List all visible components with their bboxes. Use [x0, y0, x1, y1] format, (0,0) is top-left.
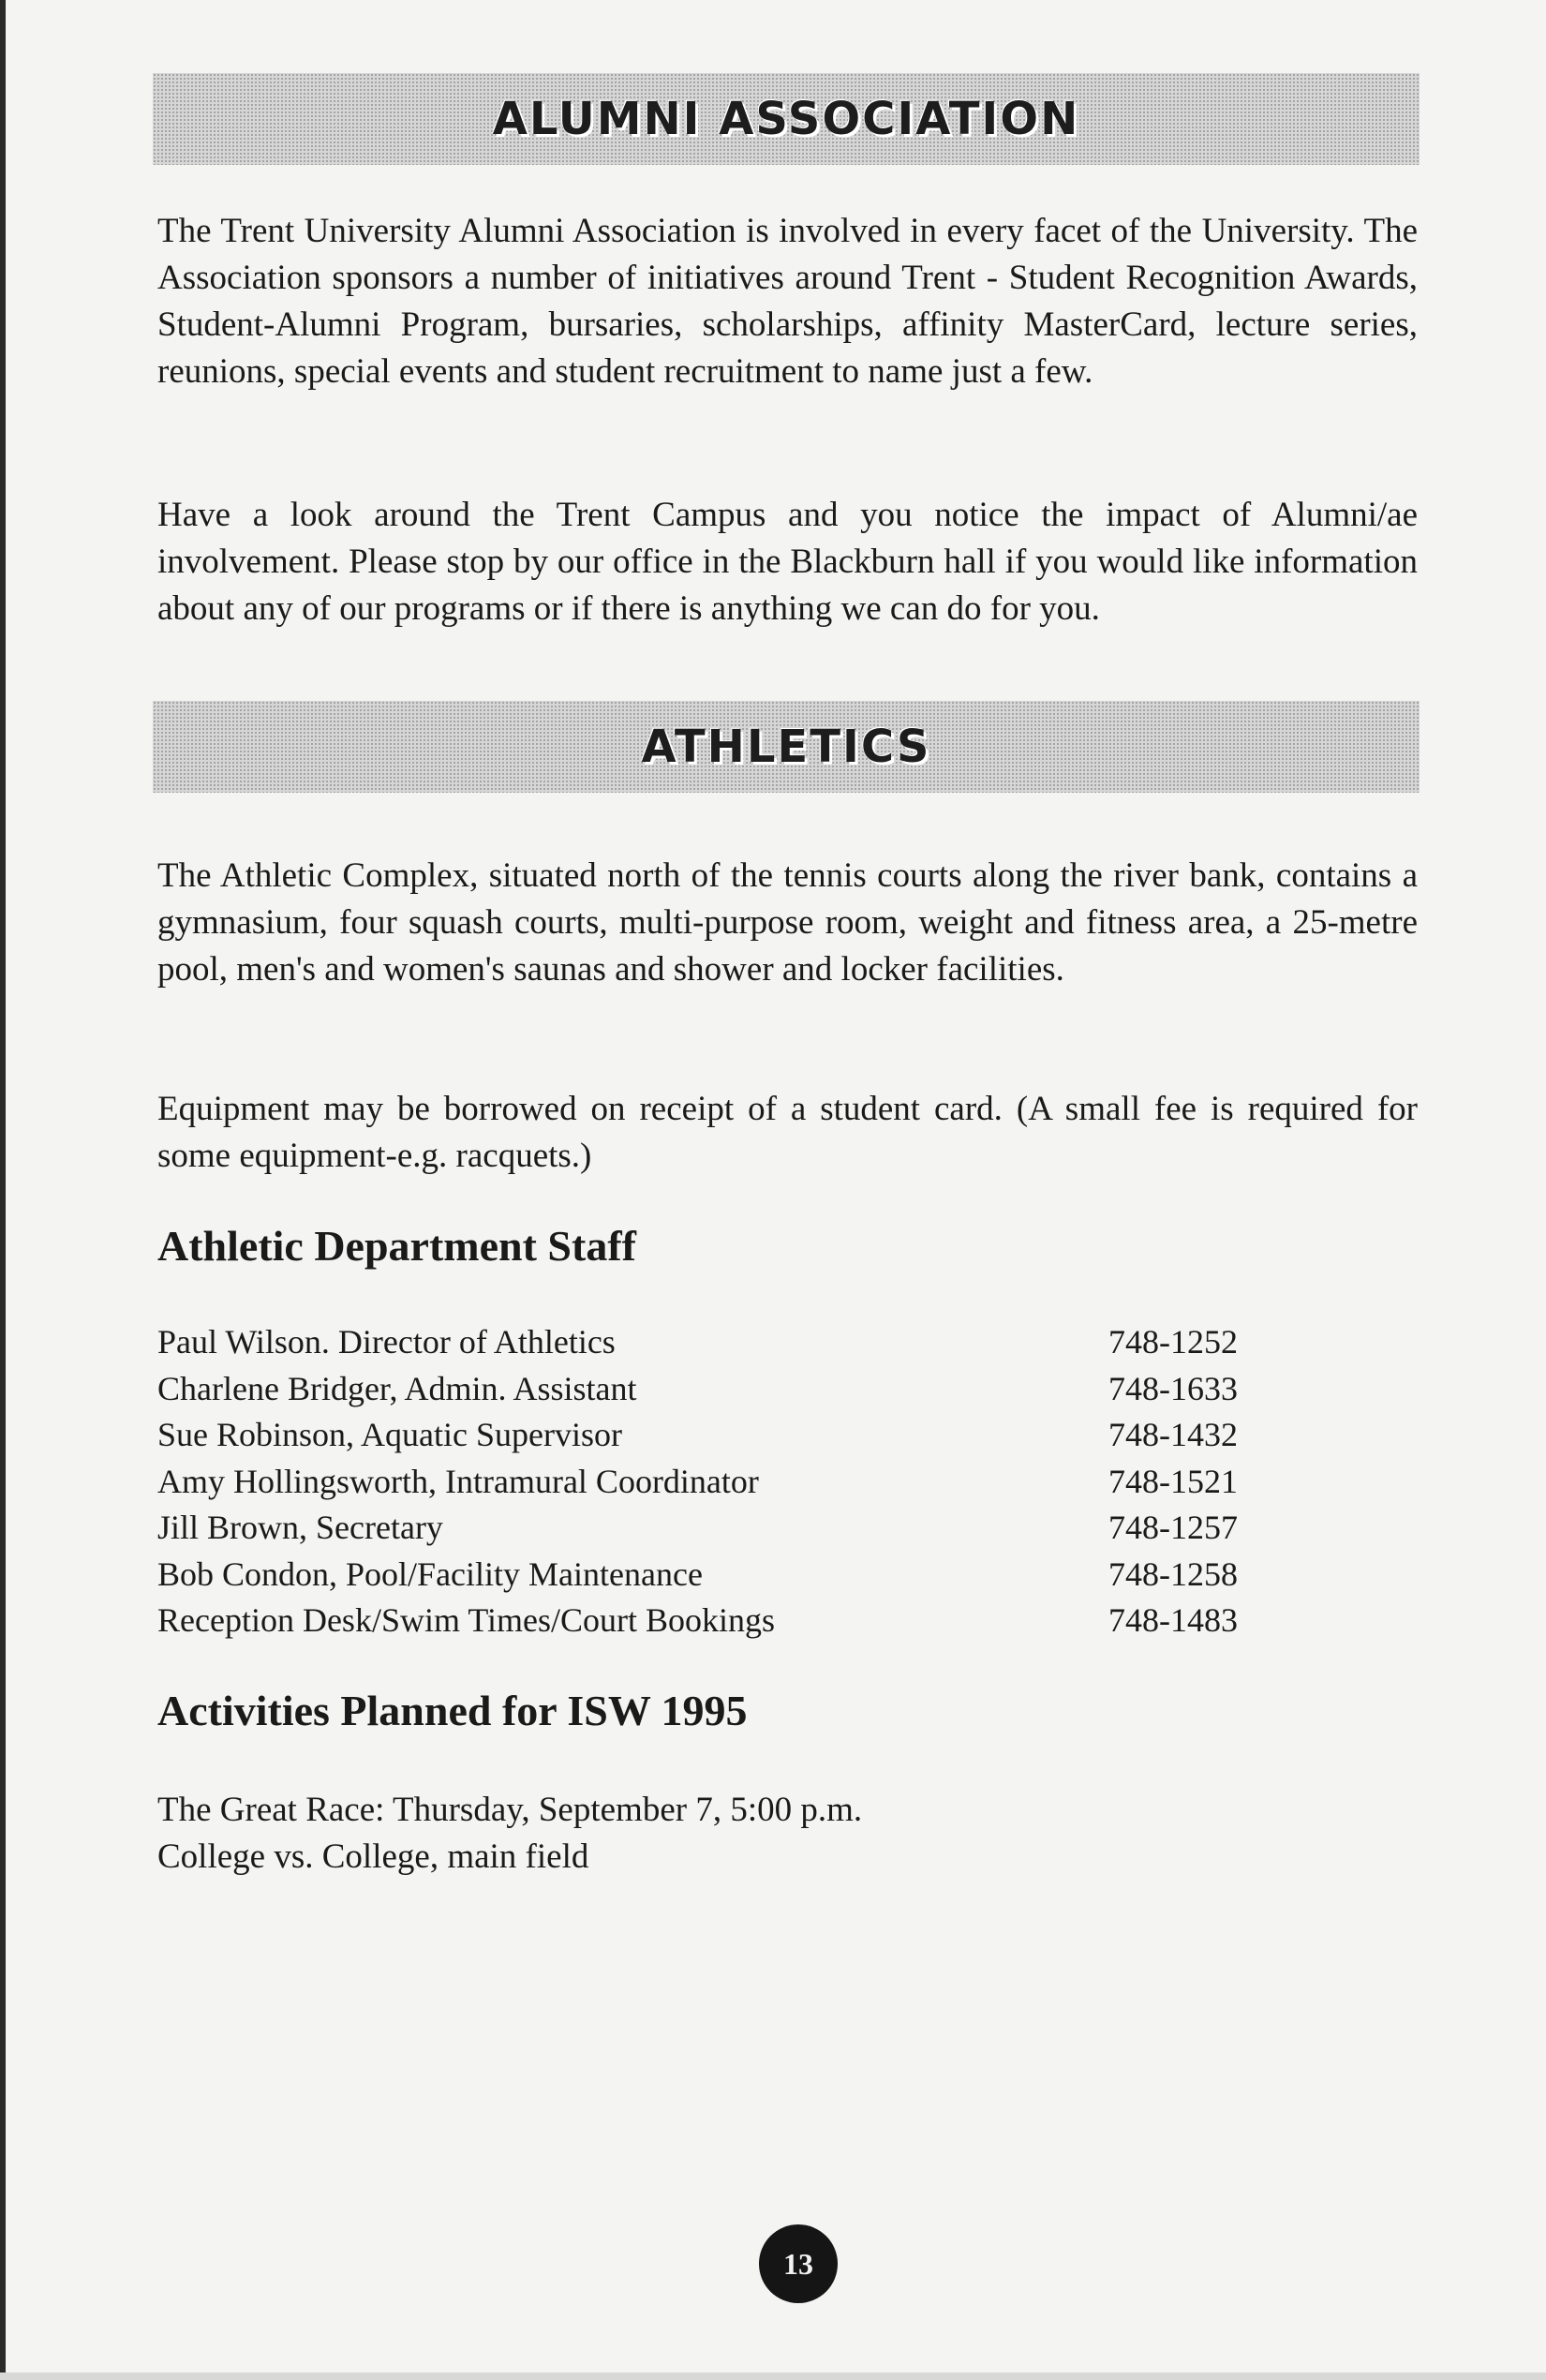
staff-name: Reception Desk/Swim Times/Court Bookings [157, 1601, 776, 1639]
staff-name: Paul Wilson. Director of Athletics [157, 1323, 616, 1361]
alumni-paragraph-1: The Trent University Alumni Association is involved in every facet of the University. The Association sponsors a number of initiatives around Trent - Student Recognition Awards, Student-Alumni Program, bursaries, scholarships, affinity MasterCard, lecture series, reunions, special events and student recruitment to name just a few. [157, 212, 1418, 391]
alumni-association-banner [153, 73, 1420, 165]
page-bottom-edge [0, 2373, 1546, 2380]
staff-phone: 748-1258 [1108, 1554, 1238, 1593]
staff-name: Jill Brown, Secretary [157, 1509, 443, 1546]
staff-name: Bob Condon, Pool/Facility Maintenance [157, 1554, 703, 1593]
staff-phone: 748-1432 [1108, 1416, 1238, 1453]
activity-line: The Great Race: Thursday, September 7, 5:00 p.m. [157, 1791, 863, 1829]
staff-row [157, 1319, 1263, 1366]
alumni-paragraph-2: Have a look around the Trent Campus and you notice the impact of Alumni/ae involvement. Please stop by our office in the Blackburn hall if you would like information about any of our programs or if there is anything we can do for you. [157, 496, 1418, 628]
activities-heading: Activities Planned for ISW 1995 [157, 1687, 748, 1734]
staff-name: Charlene Bridger, Admin. Assistant [157, 1369, 637, 1407]
staff-list [157, 1319, 1263, 1644]
staff-phone: 748-1483 [1108, 1601, 1238, 1639]
athletics-title: ATHLETICS [641, 721, 931, 773]
page-edge-shadow [0, 0, 6, 2380]
athletic-staff-heading: Athletic Department Staff [157, 1222, 636, 1270]
athletics-banner [153, 701, 1420, 793]
staff-phone: 748-1521 [1108, 1462, 1238, 1500]
staff-row [157, 1505, 1263, 1552]
athletics-paragraph-1: The Athletic Complex, situated north of the tennis courts along the river bank, contains a gymnasium, four squash courts, multi-purpose room, weight and fitness area, a 25-metre pool, men's and women's saunas and shower and locker facilities. [157, 856, 1418, 989]
page-number-badge: 13 [759, 2224, 838, 2303]
staff-phone: 748-1633 [1108, 1369, 1238, 1407]
staff-name: Sue Robinson, Aquatic Supervisor [157, 1416, 622, 1453]
activity-line: College vs. College, main field [157, 1837, 589, 1876]
staff-row [157, 1412, 1263, 1459]
staff-row [157, 1459, 1263, 1506]
staff-name: Amy Hollingsworth, Intramural Coordinator [157, 1462, 759, 1500]
staff-row [157, 1598, 1263, 1644]
staff-row [157, 1552, 1263, 1599]
staff-phone: 748-1257 [1108, 1509, 1238, 1546]
staff-row [157, 1366, 1263, 1413]
alumni-association-title: ALUMNI ASSOCIATION [492, 93, 1080, 145]
athletics-paragraph-2: Equipment may be borrowed on receipt of a student card. (A small fee is required for some equipment-e.g. racquets.) [157, 1090, 1418, 1175]
staff-phone: 748-1252 [1108, 1323, 1238, 1361]
